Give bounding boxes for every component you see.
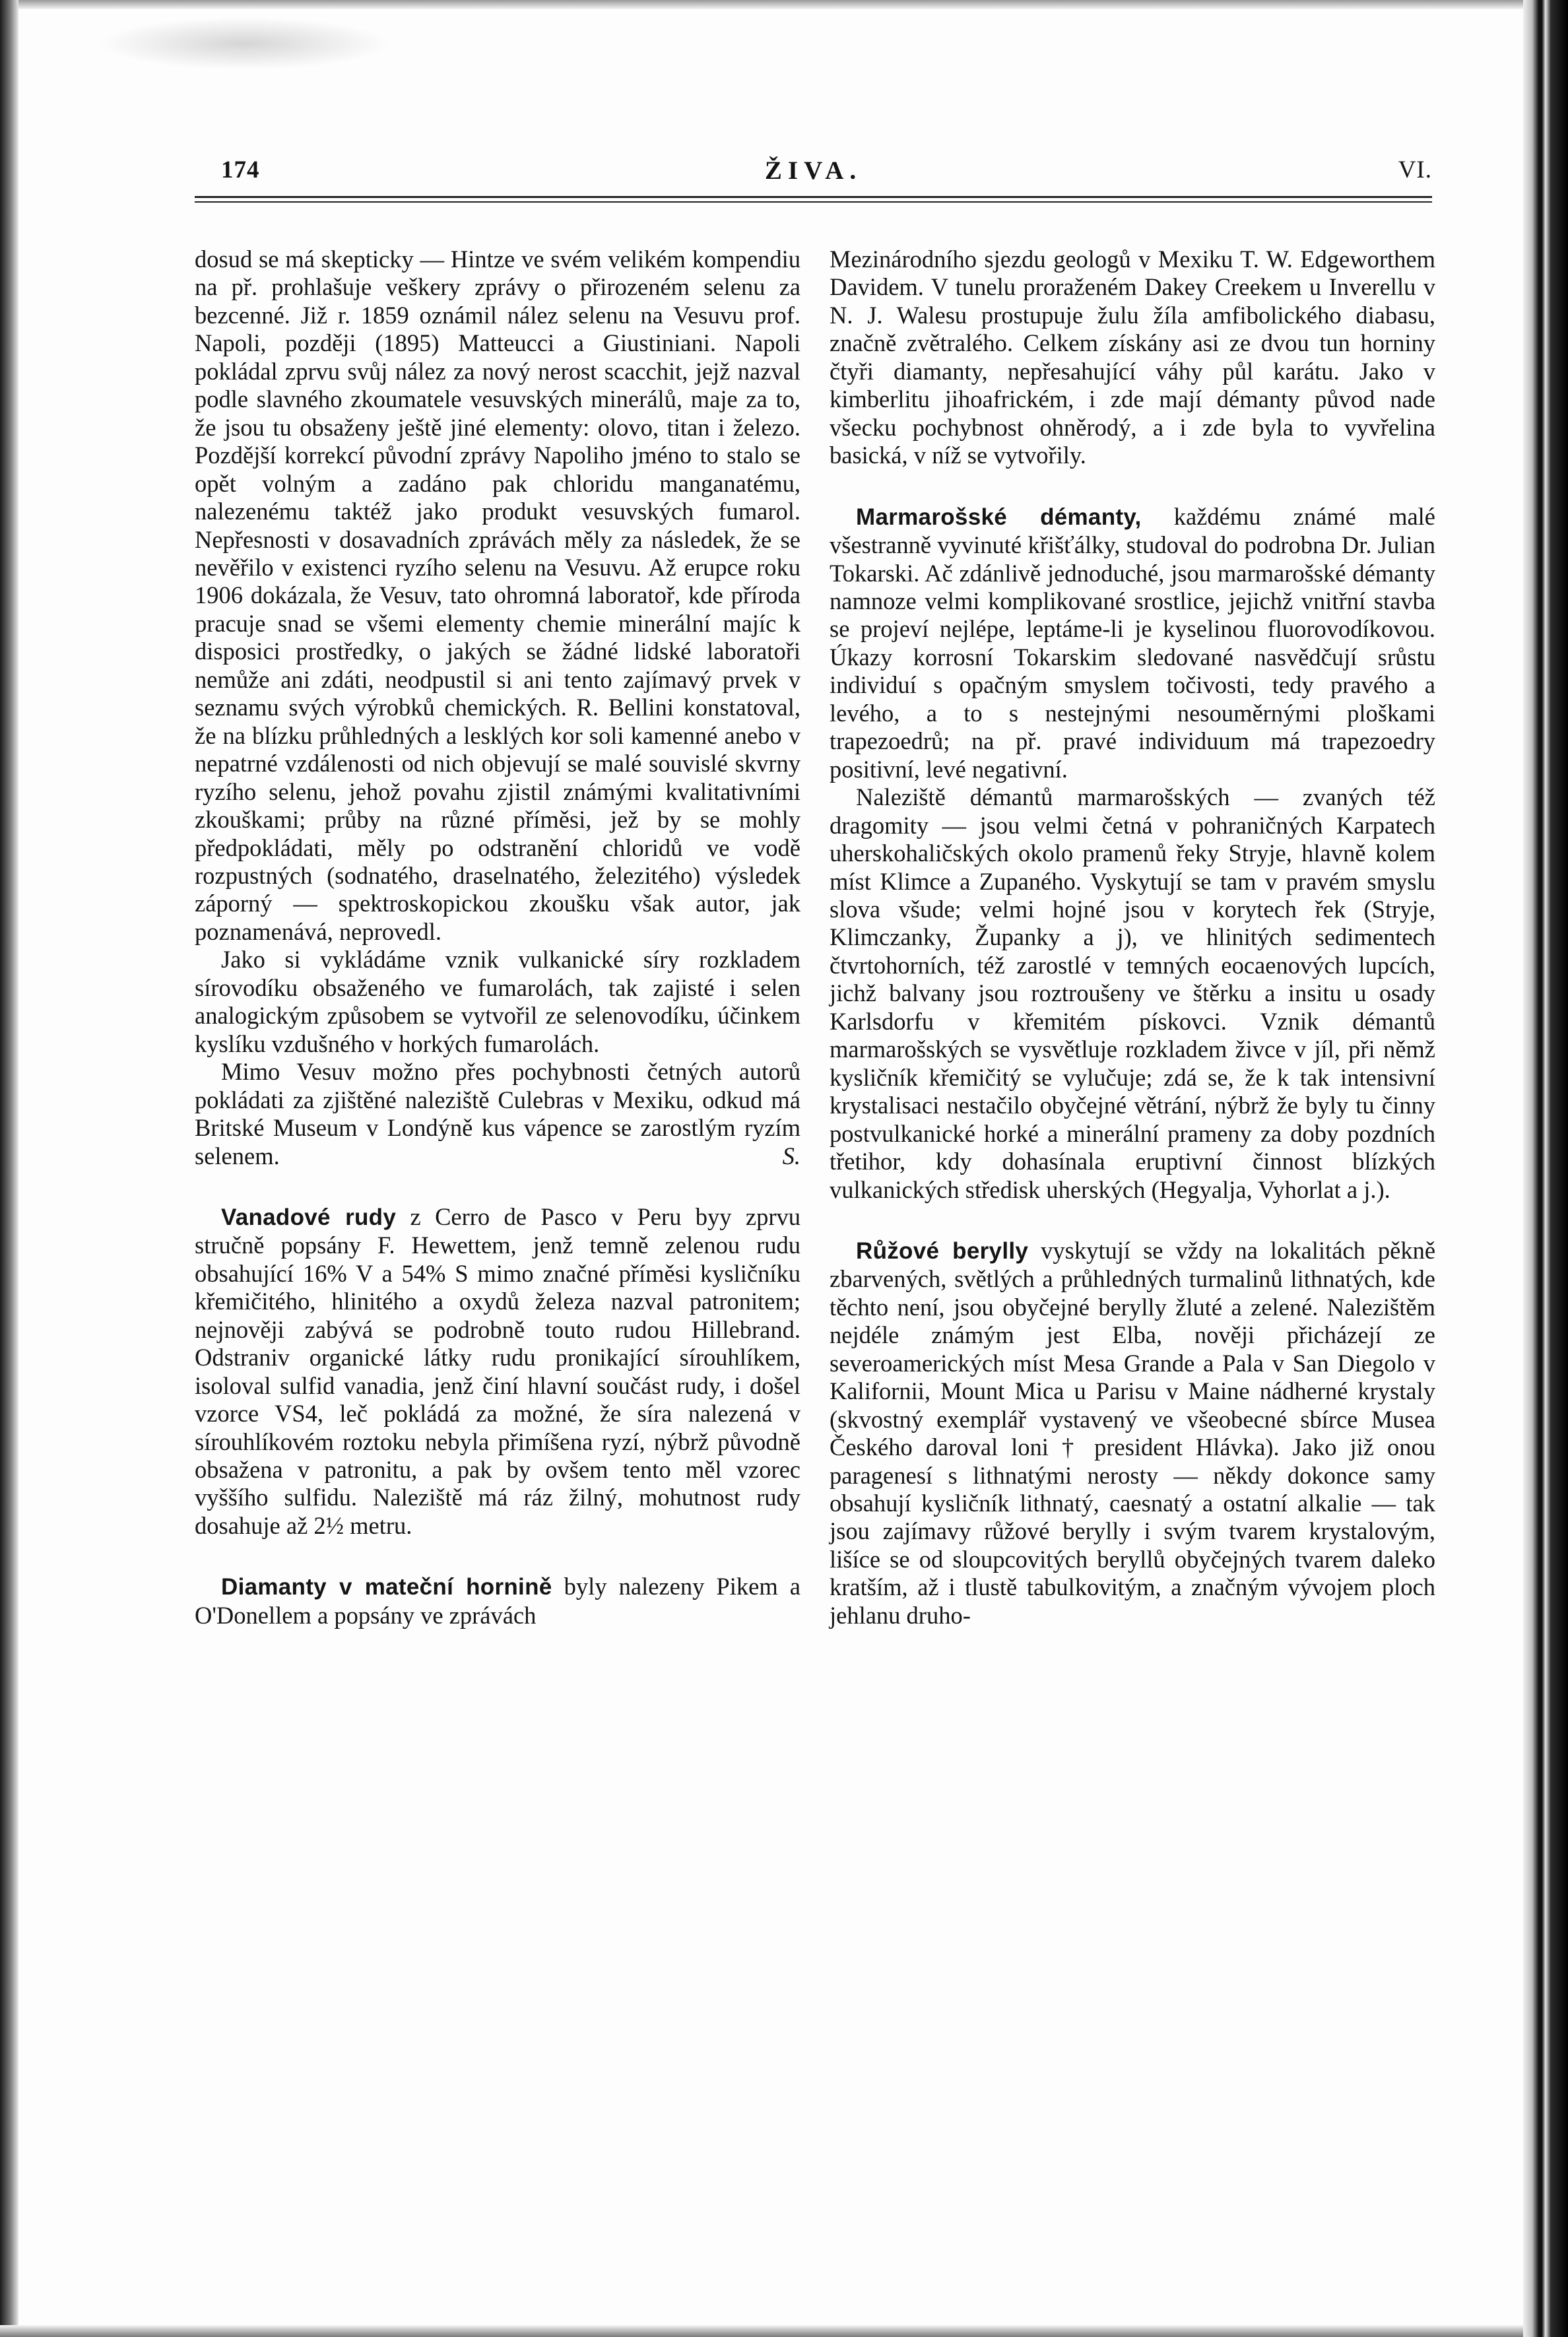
left-scan-shadow — [0, 0, 18, 2337]
top-scan-shadow — [0, 0, 1568, 9]
vanadium-text: z Cerro de Pasco v Peru byy zprvu stručně popsány F. Hewettem, jenž temně zelenou rudu obsahující 16% V a 54% S mimo značné příměsi kysličníku křemičitého, hlinitého a oxydů železa nazval patronitem; nejnověji zabývá se podrobně touto rudou Hillebrand. Odstraniv organické látky rudu pronikající sírouhlíkem, isoloval sulfid vanadia, jenž činí hlavní součást rudy, i došel vzorce VS4, leč pokládá za možné, že síra nalezená v sírouhlíkovém roztoku nebyla přimíšena ryzí, nýbrž původně obsažena v patronitu, a pak by ovšem tento měl vzorec vyššího sulfidu. Naleziště má ráz žilný, mohutnost rudy dosahuje až 2½ metru. — [195, 1202, 800, 1539]
right-scan-edge — [1523, 0, 1568, 2337]
dragomity-paragraph: Naleziště démantů marmarošských — zvaných též dragomity — jsou velmi četná v pohraničných Karpatech uherskohaličských okolo pramenů řeky Stryje, hlavně kolem míst Klimce a Zupaného. Vyskytují se tam v pravém smyslu slova všude; velmi hojné jsou v korytech řek (Stryje, Klimczanky, Županky a j), ve hlinitých sedimentech čtvrtohorních, též zarostlé v temných eocaenových lupcích, jichž balvany jsou roztroušeny ve štěrku a insitu u osady Karlsdorfu v křemitém pískovci. Vznik démantů marmarošských se vysvětluje rozkladem živce v jíl, při němž kysličník křemičitý se vylučuje; zdá se, že k tak intensivní krystalisaci nestačilo obyčejné větrání, nýbrž že byly tu činny postvulkanické horké a minerální prameny za doby pozdních třetihor, kdy dohasínala eruptivní činnost blízkých vulkanických středisk uherských (Hegyalja, Vyhorlat a j.). — [830, 783, 1435, 1203]
marmaros-section — [830, 503, 1435, 784]
sulfur-paragraph: Jako si vykládáme vznik vulkanické síry rozkladem sírovodíku obsaženého ve fumarolách, tak zajisté i selen analogickým způsobem se vytvořil ze selenovodíku, účinkem kyslíku vzdušného v horkých fumarolách. — [195, 946, 800, 1057]
diamond-heading: Diamanty v mateční hornině — [221, 1574, 552, 1600]
left-column — [195, 246, 800, 1629]
author-signature: S. — [782, 1142, 800, 1169]
page-number: 174 — [221, 156, 260, 183]
volume-number: VI. — [1398, 156, 1432, 183]
diamond-section — [195, 1573, 800, 1629]
beryl-text: vyskytují se vždy na lokalitách pěkně zbarvených, světlých a průhledných turmalinů lithnatých, kde těchto není, jsou obyčejné berylly žluté a zelené. Nalezištěm nejdéle známým jest Elba, nověji přicházejí ze severoamerických míst Mesa Grande a Pala v San Diegolo v Kalifornii, Mount Mica u Parisu v Maine nádherné krystaly (skvostný exemplář vystavený ve všeobecné sbírce Musea Českého daroval loni † president Hlávka). Jako již onou paragenesí s lithnatými nerosty — někdy dokonce samy obsahují kysličník lithnatý, caesnatý a ostatní alkalie — tak jsou zajímavy růžové berylly i svým tvarem krystalovým, lišíce se od sloupcovitých beryllů obyčejných tvarem daleko kratším, až i tlustě tabulkovitým, a značným vývojem ploch jehlanu druho- — [830, 1236, 1436, 1629]
diamond-text: byly nalezeny Pikem a O'Donellem a popsány ve zprávách — [195, 1573, 801, 1629]
running-header — [195, 156, 1432, 195]
beryl-section — [830, 1237, 1435, 1629]
header-rule-bottom — [195, 201, 1432, 203]
vanadium-section — [195, 1203, 800, 1540]
selenium-paragraph: dosud se má skepticky — Hintze ve svém velikém kompendiu na př. prohlašuje veškery zprávy o přirozeném selenu za bezcenné. Již r. 1859 oznámil nález selenu na Vesuvu prof. Napoli, později (1895) Matteucci a Giustiniani. Napoli pokládal zprvu svůj nález za nový nerost scacchit, jejž nazval podle slavného zkoumatele vesuvských minerálů, maje za to, že jsou tu obsaženy ještě jiné elementy: olovo, titan i železo. Pozdější korrekcí původní zprávy Napoliho jméno to stalo se opět volným a zadáno pak chloridu manganatému, nalezenému taktéž jako produkt vesuvských fumarol. Nepřesnosti v dosavadních zprávách měly za následek, že se nevěřilo v existenci ryzího selenu na Vesuvu. Až erupce roku 1906 dokázala, že Vesuv, tato ohromná laboratoř, kde příroda pracuje snad se všemi elementy chemie minerální majíc k disposici prostředky, o jakých se žádné lidské laboratoři nemůže ani zdáti, neodpustil si ani tento zajímavý prvek v seznamu svých výrobků chemických. R. Bellini konstatoval, že na blízku průhledných a lesklých kor soli kamenné anebo v nepatrné vzdálenosti od nich objevují se malé souvislé skvrny ryzího selenu, jehož povahu zjistil známými kvalitativními zkouškami; průby na různé příměsi, jež by se mohly předpokládati, měly po odstranění chloridů ve vodě rozpustných (sodnatého, draselnatého, železitého) výsledek záporný — spektroskopickou zkoušku však autor, jak poznamenává, neprovedl. — [195, 246, 800, 945]
bottom-scan-shadow — [0, 2325, 1568, 2337]
header-rule-top — [195, 196, 1432, 198]
marmaros-text: každému známé malé všestranně vyvinuté křišťálky, studoval do podrobna Dr. Julian Tokarski. Ač zdánlivě jednoduché, jsou marmarošské démanty namnoze velmi komplikované srostlice, jejichž vnitřní stavba se projeví nejlépe, leptáme-li je kyselinou fluorovodíkovou. Úkazy korrosní Tokarskim sledované nasvědčují srůstu individuí s opačným smyslem točivosti, tedy pravého a levého, a to s nestejnými nesouměrnými ploškami trapezoedrů; na př. pravé individuum má trapezoedry positivní, levé negativní. — [830, 502, 1435, 783]
journal-title: ŽIVA. — [764, 156, 863, 185]
marmaros-heading: Marmarošské démanty, — [856, 504, 1142, 530]
culebras-paragraph — [195, 1058, 800, 1170]
paper-stain — [99, 17, 389, 70]
culebras-text: Mimo Vesuv možno přes pochybnosti četných autorů pokládati za zjištěné naleziště Culebras v Mexiku, odkud má Britské Museum v Londýně kus vápence se zarostlým ryzím selenem. — [195, 1058, 800, 1169]
vanadium-heading: Vanadové rudy — [221, 1204, 397, 1230]
right-column — [830, 246, 1435, 1629]
beryl-heading: Růžové berylly — [856, 1237, 1029, 1264]
diamond-continuation: Mezinárodního sjezdu geologů v Mexiku T. W. Edgeworthem Davidem. V tunelu proraženém Dakey Creekem u Inverellu v N. J. Walesu prostupuje žulu žíla amfibolického diabasu, značně zvětralého. Celkem získány asi ze dvou tun horniny čtyři diamanty, nepřesahující váhy půl karátu. Jako v kimberlitu jihoafrickém, i zde mají démanty původ nade všecku pochybnost ohněrodý, a i zde byla to vyvřelina basická, v níž se vytvořily. — [830, 246, 1435, 469]
